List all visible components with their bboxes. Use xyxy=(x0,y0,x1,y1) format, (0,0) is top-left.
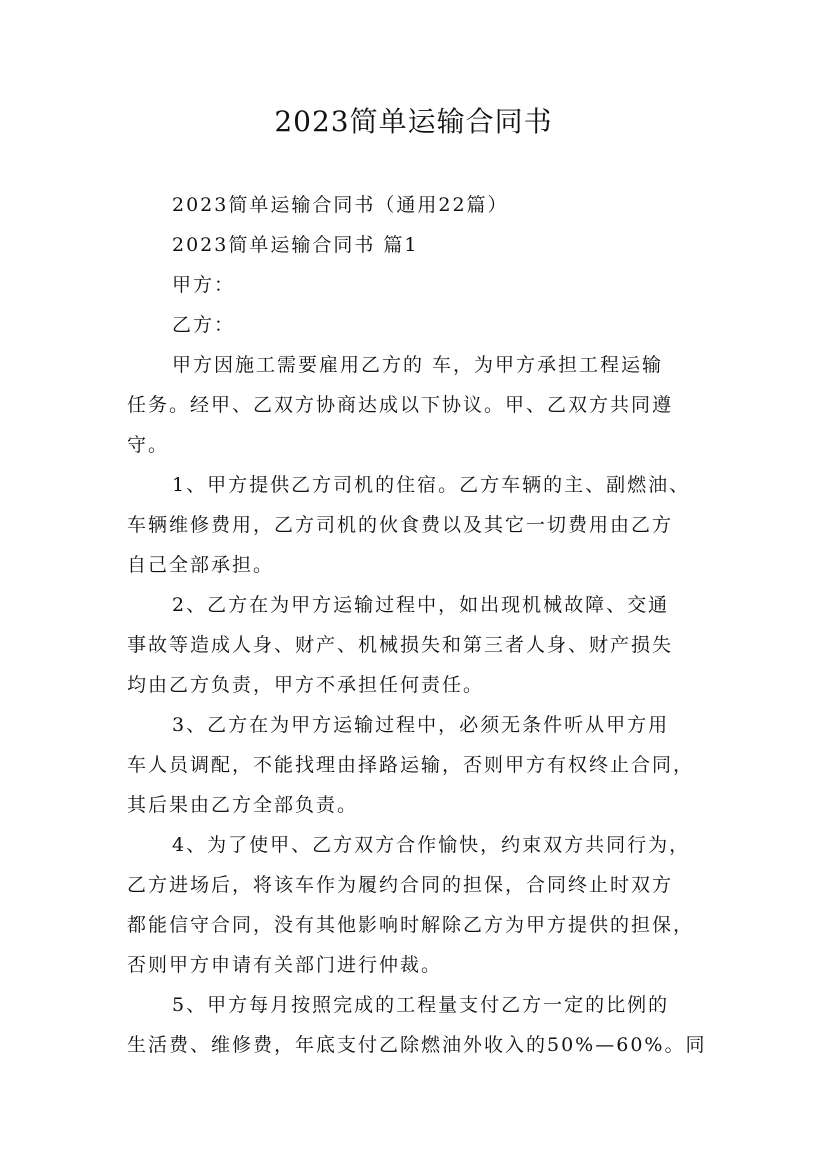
paragraph-line: 车辆维修费用，乙方司机的伙食费以及其它一切费用由乙方 xyxy=(127,514,674,536)
section-heading: 2023简单运输合同书 篇1 xyxy=(172,234,419,256)
document-body xyxy=(127,190,717,1070)
clause-3 xyxy=(127,710,717,820)
paragraph-line: 任务。经甲、乙双方协商达成以下协议。甲、乙双方共同遵 xyxy=(127,394,674,416)
paragraph-line: 乙方进场后，将该车作为履约合同的担保，合同终止时双方 xyxy=(127,874,674,896)
clause-2 xyxy=(127,590,717,700)
clause-4 xyxy=(127,830,717,980)
party-b-label: 乙方： xyxy=(172,314,236,336)
party-a-label: 甲方： xyxy=(172,274,236,296)
paragraph-line: 3、乙方在为甲方运输过程中，必须无条件听从甲方用 xyxy=(172,714,670,736)
paragraph-line: 2、乙方在为甲方运输过程中，如出现机械故障、交通 xyxy=(172,594,670,616)
paragraph-line: 事故等造成人身、财产、机械损失和第三者人身、财产损失 xyxy=(127,634,674,656)
paragraph-line: 守。 xyxy=(127,434,170,456)
clause-1 xyxy=(127,470,717,580)
paragraph-line: 均由乙方负责，甲方不承担任何责任。 xyxy=(127,674,485,696)
paragraph-line: 自己全部承担。 xyxy=(127,554,275,576)
document-title: 2023简单运输合同书 xyxy=(274,105,553,138)
paragraph-line: 都能信守合同，没有其他影响时解除乙方为甲方提供的担保， xyxy=(127,914,695,936)
paragraph-line: 4、为了使甲、乙方双方合作愉快，约束双方共同行为， xyxy=(172,834,691,856)
clause-5 xyxy=(127,990,717,1060)
paragraph-intro xyxy=(127,350,717,460)
paragraph-line: 甲方因施工需要雇用乙方的 车，为甲方承担工程运输 xyxy=(172,354,664,376)
paragraph-line: 车人员调配，不能找理由择路运输，否则甲方有权终止合同， xyxy=(127,754,695,776)
paragraph-line: 5、甲方每月按照完成的工程量支付乙方一定的比例的 xyxy=(172,994,670,1016)
document-subtitle: 2023简单运输合同书（通用22篇） xyxy=(172,194,509,216)
paragraph-line: 1、甲方提供乙方司机的住宿。乙方车辆的主、副燃油、 xyxy=(172,474,691,496)
paragraph-line: 否则甲方申请有关部门进行仲裁。 xyxy=(127,954,443,976)
paragraph-line: 生活费、维修费，年底支付乙除燃油外收入的50%—60%。同 xyxy=(127,1034,707,1056)
paragraph-line: 其后果由乙方全部负责。 xyxy=(127,794,359,816)
